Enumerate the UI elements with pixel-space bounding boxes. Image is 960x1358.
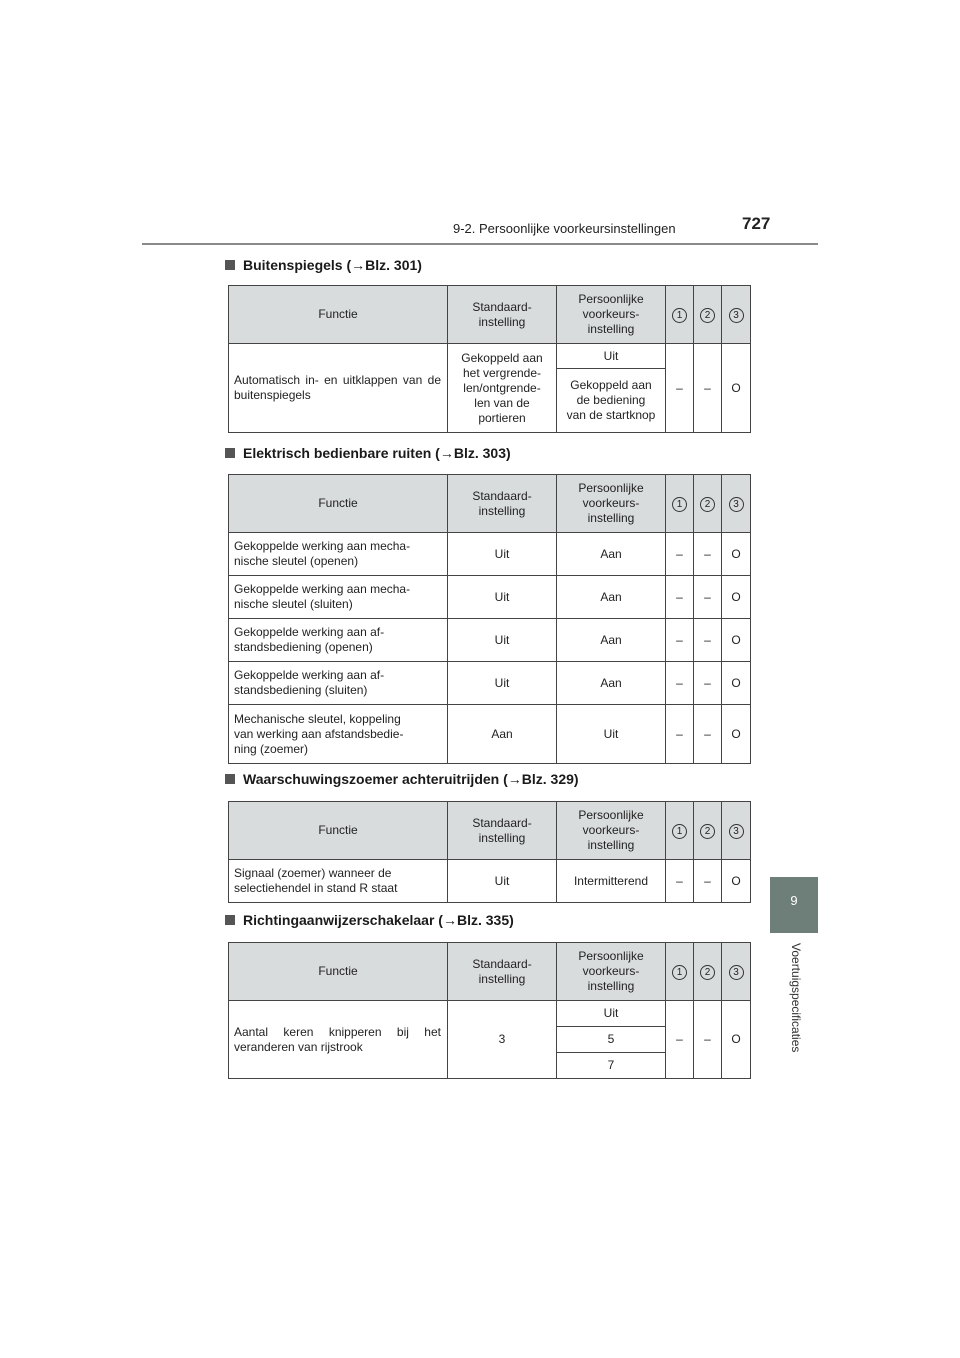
table-row xyxy=(229,705,751,764)
default-cell: Aan xyxy=(448,705,557,764)
turn-signal-table xyxy=(228,942,751,1079)
column-header-function: Functie xyxy=(229,475,448,533)
circled-1-icon: 1 xyxy=(672,965,687,980)
setting-3-cell: O xyxy=(722,860,751,903)
circled-1-icon: 1 xyxy=(672,824,687,839)
column-header-custom: Persoonlijke voorkeurs- instelling xyxy=(557,802,666,860)
table-row xyxy=(229,1001,751,1027)
chapter-number: 9 xyxy=(790,893,798,908)
default-cell: Uit xyxy=(448,533,557,576)
setting-3-cell: O xyxy=(722,705,751,764)
chapter-label: Voertuigspecificaties xyxy=(789,943,803,1053)
setting-3-cell: O xyxy=(722,619,751,662)
setting-3-cell: O xyxy=(722,344,751,433)
mirrors-table xyxy=(228,285,751,433)
section-heading-windows: Elektrisch bedienbare ruiten (→Blz. 303) xyxy=(225,445,511,461)
circled-3-icon: 3 xyxy=(729,824,744,839)
setting-2-cell: – xyxy=(694,1001,722,1079)
reverse-buzzer-table xyxy=(228,801,751,903)
setting-3-cell: O xyxy=(722,533,751,576)
square-bullet-icon xyxy=(225,260,235,270)
arrow-right-icon: → xyxy=(439,445,454,461)
table-row xyxy=(229,860,751,903)
setting-2-cell: – xyxy=(694,344,722,433)
setting-3-cell: O xyxy=(722,576,751,619)
header-divider xyxy=(142,243,818,245)
column-header-custom: Persoonlijke voorkeurs- instelling xyxy=(557,286,666,344)
default-cell: Uit xyxy=(448,576,557,619)
default-cell: 3 xyxy=(448,1001,557,1079)
setting-2-cell: – xyxy=(694,576,722,619)
setting-2-cell: – xyxy=(694,705,722,764)
table-row xyxy=(229,662,751,705)
column-header-default: Standaard- instelling xyxy=(448,286,557,344)
option-cell: 7 xyxy=(557,1053,666,1079)
setting-3-cell: O xyxy=(722,662,751,705)
column-header-custom: Persoonlijke voorkeurs- instelling xyxy=(557,475,666,533)
custom-cell: Uit xyxy=(557,705,666,764)
page-number: 727 xyxy=(742,214,771,233)
setting-1-cell: – xyxy=(666,619,694,662)
function-cell: Gekoppelde werking aan mecha- nische sleutel (openen) xyxy=(229,533,448,576)
table-row xyxy=(229,576,751,619)
custom-cell: Aan xyxy=(557,619,666,662)
custom-cell: Intermitterend xyxy=(557,860,666,903)
section-heading-reverse-buzzer: Waarschuwingszoemer achteruitrijden (→Blz. 329) xyxy=(225,771,579,787)
section-heading-turn-signal: Richtingaanwijzerschakelaar (→Blz. 335) xyxy=(225,912,514,928)
option-cell: 5 xyxy=(557,1027,666,1053)
square-bullet-icon xyxy=(225,448,235,458)
setting-2-cell: – xyxy=(694,619,722,662)
function-cell: Automatisch in- en uitklappen van de buitenspiegels xyxy=(229,344,448,433)
function-cell: Gekoppelde werking aan af- standsbediening (sluiten) xyxy=(229,662,448,705)
running-header: 9-2. Persoonlijke voorkeursinstellingen xyxy=(453,221,676,236)
circled-1-icon: 1 xyxy=(672,308,687,323)
setting-1-cell: – xyxy=(666,705,694,764)
setting-1-cell: – xyxy=(666,1001,694,1079)
option-cell: Uit xyxy=(557,344,666,369)
column-header-function: Functie xyxy=(229,802,448,860)
function-cell: Mechanische sleutel, koppeling van werking aan afstandsbedie- ning (zoemer) xyxy=(229,705,448,764)
column-header-function: Functie xyxy=(229,943,448,1001)
circled-3-icon: 3 xyxy=(729,965,744,980)
circled-3-icon: 3 xyxy=(729,308,744,323)
table-row xyxy=(229,533,751,576)
custom-cell: Aan xyxy=(557,662,666,705)
default-cell: Uit xyxy=(448,662,557,705)
setting-1-cell: – xyxy=(666,533,694,576)
column-header-default: Standaard- instelling xyxy=(448,475,557,533)
square-bullet-icon xyxy=(225,915,235,925)
default-cell: Gekoppeld aan het vergrende- len/ontgrende- len van de portieren xyxy=(448,344,557,433)
column-header-function: Functie xyxy=(229,286,448,344)
custom-cell: Aan xyxy=(557,533,666,576)
setting-1-cell: – xyxy=(666,860,694,903)
circled-1-icon: 1 xyxy=(672,497,687,512)
table-row xyxy=(229,619,751,662)
arrow-right-icon: → xyxy=(351,257,366,273)
setting-2-cell: – xyxy=(694,662,722,705)
default-cell: Uit xyxy=(448,860,557,903)
default-cell: Uit xyxy=(448,619,557,662)
circled-2-icon: 2 xyxy=(700,497,715,512)
setting-2-cell: – xyxy=(694,533,722,576)
function-cell: Gekoppelde werking aan mecha- nische sleutel (sluiten) xyxy=(229,576,448,619)
column-header-default: Standaard- instelling xyxy=(448,802,557,860)
function-cell: Aantal keren knipperen bij het veranderen van rijstrook xyxy=(229,1001,448,1079)
arrow-right-icon: → xyxy=(442,912,457,928)
circled-2-icon: 2 xyxy=(700,308,715,323)
circled-2-icon: 2 xyxy=(700,824,715,839)
section-heading-mirrors: Buitenspiegels (→Blz. 301) xyxy=(225,257,422,273)
function-cell: Gekoppelde werking aan af- standsbediening (openen) xyxy=(229,619,448,662)
option-cell: Gekoppeld aan de bediening van de startknop xyxy=(557,369,666,433)
arrow-right-icon: → xyxy=(507,771,522,787)
circled-3-icon: 3 xyxy=(729,497,744,512)
function-cell: Signaal (zoemer) wanneer de selectiehendel in stand R staat xyxy=(229,860,448,903)
table-row xyxy=(229,344,751,369)
custom-cell: Aan xyxy=(557,576,666,619)
setting-1-cell: – xyxy=(666,662,694,705)
setting-3-cell: O xyxy=(722,1001,751,1079)
windows-table xyxy=(228,474,751,764)
setting-1-cell: – xyxy=(666,576,694,619)
column-header-custom: Persoonlijke voorkeurs- instelling xyxy=(557,943,666,1001)
setting-2-cell: – xyxy=(694,860,722,903)
column-header-default: Standaard- instelling xyxy=(448,943,557,1001)
square-bullet-icon xyxy=(225,774,235,784)
option-cell: Uit xyxy=(557,1001,666,1027)
circled-2-icon: 2 xyxy=(700,965,715,980)
setting-1-cell: – xyxy=(666,344,694,433)
